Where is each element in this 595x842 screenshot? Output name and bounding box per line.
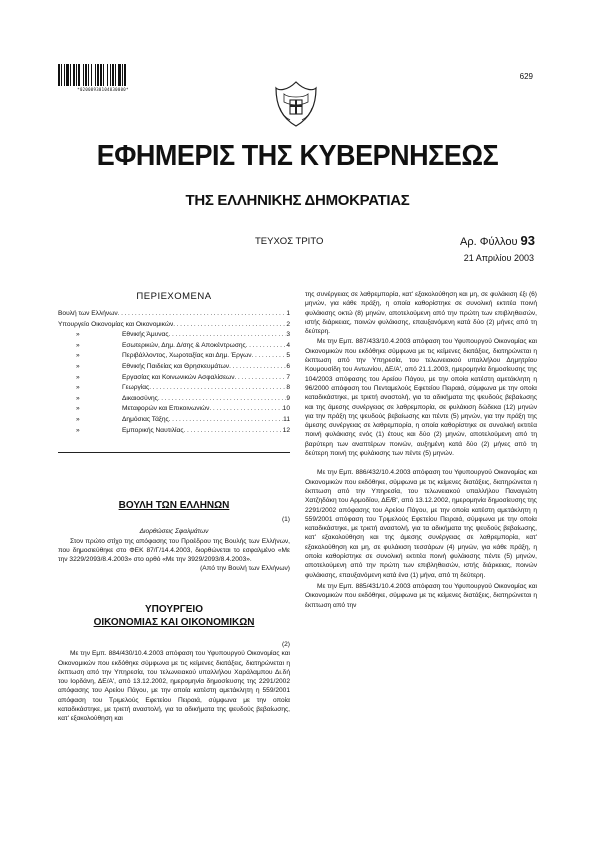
- section-number: (2): [281, 641, 290, 648]
- contents-item-text: Μεταφορών και Επικοινωνιών: [122, 405, 210, 413]
- contents-bullet: »: [76, 426, 80, 434]
- contents-leader: [246, 342, 287, 349]
- paragraph: Με την Εμπ. 885/431/10.4.2003 απόφαση του Υφυπουργού Οικονομίας και Οικονομικών που εκδόθηκε, σύμφωνα με τις κείμενες διατάξεις, διατηρώνεται η έκπτωση από την: [305, 582, 537, 609]
- section-vouli: [58, 515, 290, 574]
- contents-item-page: 9: [286, 394, 290, 402]
- contents-item-text: Δικαιοσύνης: [122, 394, 158, 402]
- contents-item: [58, 310, 290, 321]
- contents-item-page: 11: [283, 415, 290, 423]
- section-heading-ministry-1: ΥΠΟΥΡΓΕΙΟ: [145, 604, 203, 615]
- section-signature: (Από την Βουλή των Ελλήνων): [200, 565, 290, 573]
- contents-bullet: »: [76, 352, 80, 360]
- contents-leader: [184, 427, 283, 434]
- section-ministry: [58, 640, 290, 724]
- paragraph: Με την Εμπ. 886/432/10.4.2003 απόφαση του Υφυπουργού Οικονομίας και Οικονομικών που εκδόθηκε, σύμφωνα με τις κείμενες διατάξεις, διατηρώνεται η έκπτωση από την Υπηρεσία, του τελωνειακού υπαλλήλου Παναγιώτη Χατζηδάκη του Αρμοδίου, ΔΕ/Β', από 13.12.2002, ημερομηνία δημοσίευσης της 2291/2002 απόφασης του Αρείου Πάγου, με την οποία κατέστη αμετάκλητη η 559/2001 απόφαση του Τριμελούς Εφετείου Πειραιά, σύμφωνα με την οποία καταδικάστηκε, με τριετή αναστολή, για τα αδικήματα της ψευδούς βεβαίωσης, κατ' εξακολούθηση και της άμεσης συνέργειας σε λαθρεμπορία, κατ' εξακολούθηση και μη, σε φυλάκιση τεσσάρων (4) μηνών, για κάθε πράξη, η οποία καθορίστηκε σε συνολική εκτιτέα ποινή φυλάκισης πέντε (5) μηνών, αποτελούμενη από την πρώτη των επιβληθεισών, ιστής διάρκειας, ποινών φυλάκισης, επαυξανόμενη κατά ένα (1) μήνα, από τη δεύτερη.: [305, 469, 537, 579]
- contents-item: [58, 427, 290, 438]
- contents-leader: [173, 321, 286, 328]
- contents-leader: [169, 331, 287, 338]
- section-subheading: Διορθώσεις Σφαλμάτων: [139, 528, 209, 536]
- contents-item-text: Εσωτερικών, Δημ. Δ/σης & Αποκέντρωσης: [122, 341, 246, 349]
- contents-item-page: 5: [286, 352, 290, 360]
- contents-leader: [118, 310, 287, 317]
- barcode-bars: [58, 64, 148, 86]
- contents-item-label: [58, 342, 246, 349]
- contents-item-text: Εθνικής Παιδείας και Θρησκευμάτων: [122, 362, 230, 370]
- contents-leader: [158, 395, 286, 402]
- contents-bullet: »: [76, 394, 80, 402]
- contents-bullet: »: [76, 415, 80, 423]
- contents-item-text: Βουλή των Ελλήνων: [58, 310, 118, 317]
- contents-leader: [149, 384, 286, 391]
- contents-list: [58, 310, 290, 437]
- contents-item-label: [58, 321, 173, 328]
- right-column: [305, 290, 537, 610]
- contents-item-label: [58, 395, 158, 402]
- issue-label: ΤΕΥΧΟΣ ΤΡΙΤΟ: [255, 236, 324, 247]
- contents-bullet: »: [76, 373, 80, 381]
- page-number: 629: [519, 72, 533, 81]
- contents-item: [58, 342, 290, 353]
- contents-item: [58, 331, 290, 342]
- gazette-title: ΕΦΗΜΕΡΙΣ ΤΗΣ ΚΥΒΕΡΝΗΣΕΩΣ: [96, 140, 499, 172]
- contents-bullet: »: [76, 362, 80, 370]
- contents-item: [58, 352, 290, 363]
- contents-item: [58, 374, 290, 385]
- barcode-number: *02000930104030000*: [77, 87, 129, 92]
- contents-item-label: [58, 363, 229, 370]
- contents-item-page: 7: [286, 373, 290, 381]
- contents-item-label: [58, 374, 235, 381]
- contents-item: [58, 321, 290, 332]
- section-heading-vouli: ΒΟΥΛΗ ΤΩΝ ΕΛΛΗΝΩΝ: [118, 500, 230, 511]
- section-heading-ministry-2: ΟΙΚΟΝΟΜΙΑΣ ΚΑΙ ΟΙΚΟΝΟΜΙΚΩΝ: [93, 617, 255, 628]
- sheet-value: 93: [520, 233, 535, 248]
- contents-leader: [235, 374, 287, 381]
- contents-bullet: »: [76, 405, 80, 413]
- divider: [58, 452, 290, 453]
- contents-item-text: Γεωργίας: [122, 384, 150, 392]
- contents-item-page: 12: [282, 426, 290, 434]
- contents-item-text: Εργασίας και Κοινωνικών Ασφαλίσεων: [122, 373, 235, 381]
- barcode: [58, 64, 148, 94]
- contents-item-text: Υπουργείο Οικονομίας και Οικονομικών: [58, 320, 174, 328]
- contents-item-text: Εθνικής Άμυνας: [122, 331, 169, 339]
- contents-leader: [229, 363, 286, 370]
- contents-title: ΠΕΡΙΕΧΟΜΕΝΑ: [136, 291, 212, 302]
- contents-item-label: [58, 384, 149, 391]
- contents-item-label: [58, 405, 209, 412]
- contents-item-page: 3: [286, 331, 290, 339]
- contents-item: [58, 395, 290, 406]
- contents-item-label: [58, 310, 118, 317]
- contents-item-label: [58, 427, 184, 434]
- contents-item: [58, 384, 290, 395]
- gazette-subtitle: ΤΗΣ ΕΛΛΗΝΙΚΗΣ ΔΗΜΟΚΡΑΤΙΑΣ: [185, 192, 410, 209]
- sheet-label: Αρ. Φύλλου: [460, 236, 518, 248]
- contents-leader: [209, 405, 282, 412]
- contents-item-page: 8: [286, 384, 290, 392]
- contents-item-label: [58, 331, 169, 338]
- contents-item-text: Περιβάλλοντος, Χωροταξίας και Δημ. Έργων: [122, 352, 252, 360]
- section-text: Με την Εμπ. 884/430/10.4.2003 απόφαση του Υφυπουργού Οικονομίας και Οικονομικών που εκδόθηκε σύμφωνα με τις κείμενες διατάξεις, διατηρώνεται η έκπτωση από την Υπηρεσία, του τελωνειακού υπαλλήλου Χαράλαμπου Δι.δή του Ιορδάνη, ΔΕ/Α', από 13.12.2002, ημερομηνία δημοσίευσης της 2291/2002 απόφασης του Αρείου Πάγου, με την οποία κατέστη αμετάκλητη η 559/2001 απόφαση του Τριμελούς Εφετείου Πειραιά, σύμφωνα με την οποία καταδικάστηκε, με τριετή αναστολή, για τα αδικήματα της ψευδούς βεβαίωσης, κατ' εξακολούθηση και: [58, 650, 290, 723]
- section-number: (1): [281, 516, 290, 523]
- contents-item: [58, 363, 290, 374]
- section-text: Στον πρώτο στίχο της απόφασης του Προέδρου της Βουλής των Ελλήνων, που δημοσιεύθηκε στο ΦΕΚ 87/Γ/14.4.2003, διορθώνεται το εσφαλμένο «Με την 3229/2093/8.4.2003» στο ορθό «Με την 3929/2093/8.4.2003».: [58, 537, 290, 564]
- contents-item-page: 6: [286, 362, 290, 370]
- contents-item-page: 2: [286, 320, 290, 328]
- sheet-number: [460, 233, 535, 248]
- paragraph: Με την Εμπ. 887/433/10.4.2003 απόφαση του Υφυπουργού Οικονομίας και Οικονομικών που εκδόθηκε σύμφωνα με τις κείμενες διατάξεις, διατηρώνεται η έκπτωση από την Υπηρεσία, του τελωνειακού υπαλλήλου Δημητρίου Κουμουσίδη του Αντωνίου, ΔΕ/Α', από 21.1.2003, ημερομηνία δημοσίευσης της 104/2003 απόφασης του Αρείου Πάγου, με την οποία κατέστη αμετάκλητη η 96/2000 απόφαση του Πενταμελούς Εφετείου Πειραιά, σύμφωνα με την οποία καταδικάστηκε, με τριετή αναστολή, για τα αδικήματα της ψευδούς βεβαίωσης και της άμεσης συνέργειας σε λαθρεμπορία, σε φυλάκιση δώδεκα (12) μηνών για την πράξη της ψευδούς βεβαίωσης και πέντε (5) μηνών, για την πράξη της άμεσης συνέργειας σε λαθρεμπορία, η οποία καθορίστηκε σε συνολική εκτιτέα ποινή φυλάκισης ενός (1) έτους και δύο (2) μηνών, αποτελούμενη από τη βαρύτερη των αναπτέρων ποινών, αυξημένη κατά δύο (2) μήνες από τη δεύτερη ποινή της φυλάκισης των πέντε (5) μηνών.: [305, 338, 537, 458]
- contents-item-label: [58, 352, 252, 359]
- contents-item-page: 10: [282, 405, 290, 413]
- barcode-bar: [124, 64, 126, 86]
- contents-item-page: 1: [286, 310, 290, 317]
- contents-item: [58, 405, 290, 416]
- contents-item-label: [58, 416, 169, 423]
- contents-leader: [252, 352, 287, 359]
- contents-item-text: Εμπορικής Ναυτιλίας: [122, 426, 184, 434]
- contents-leader: [169, 416, 283, 423]
- paragraph: της συνέργειας σε λαθρεμπορία, κατ' εξακολούθηση και μη, σε φυλάκιση έξι (6) μηνών, για κάθε πράξη, η οποία καθορίστηκε σε συνολική εκτιτέα ποινή φυλάκισης οκτώ (8) μηνών, αποτελούμενη από την πρώτη των επιβληθεισών, ιστής διάρκειας, ποινών φυλάκισης, επαυξανόμενη κατά δύο (2) μήνες από τη δεύτερη.: [305, 291, 537, 336]
- contents-item-text: Δημόσιας Τάξης: [122, 415, 169, 423]
- contents-bullet: »: [76, 384, 80, 392]
- contents-bullet: »: [76, 341, 80, 349]
- contents-item: [58, 416, 290, 427]
- coat-of-arms-icon: [270, 78, 322, 130]
- contents-bullet: »: [76, 331, 80, 339]
- contents-item-page: 4: [286, 341, 290, 349]
- issue-date: 21 Απριλίου 2003: [463, 253, 534, 263]
